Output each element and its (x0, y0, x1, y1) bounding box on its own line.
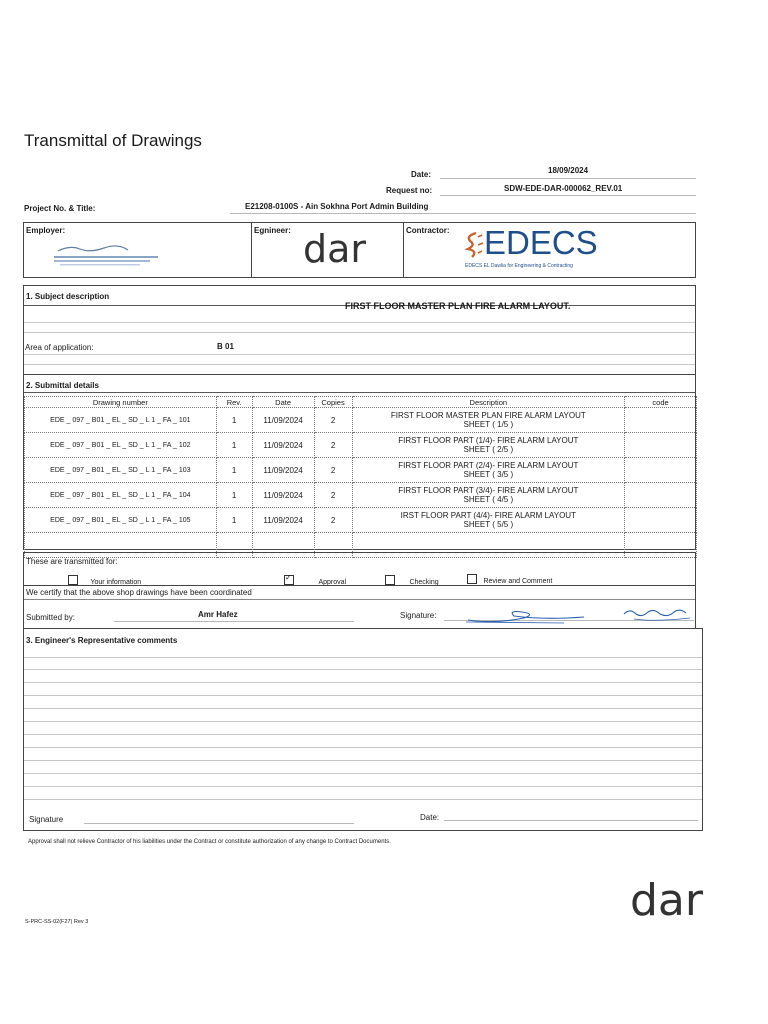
description-line: FIRST FLOOR PART (3/4)- FIRE ALARM LAYOUT (398, 486, 579, 495)
code (625, 508, 697, 533)
copies: 2 (314, 433, 352, 458)
section1-title: 1. Subject description (26, 292, 110, 301)
drawing-number: EDE _ 097 _ B01 _ EL _ SD _ L 1 _ FA _ 104 (25, 483, 217, 508)
project-label: Project No. & Title: (24, 204, 96, 213)
drawing-number: EDE _ 097 _ B01 _ EL _ SD _ L 1 _ FA _ 102 (25, 433, 217, 458)
contractor-logo: EDECS (484, 224, 598, 261)
table-row (25, 458, 697, 483)
signature-label: Signature: (400, 611, 437, 620)
area-label: Area of application: (25, 343, 94, 352)
date: 11/09/2024 (252, 508, 314, 533)
description-line: IRST FLOOR PART (4/4)- FIRE ALARM LAYOUT (400, 511, 576, 520)
submitted-label: Submitted by: (26, 613, 75, 622)
description (352, 408, 625, 433)
header-code: code (625, 397, 697, 408)
submittal-table (24, 396, 697, 558)
description-sheet: SHEET ( 3/5 ) (463, 470, 514, 479)
header-rev: Rev. (216, 397, 252, 408)
footer-logo: dar (630, 875, 703, 926)
checkbox-icon[interactable] (385, 575, 395, 585)
form-code: S-PRC-SS-02(F27) Rev 3 (25, 919, 89, 925)
area-value: B 01 (217, 342, 234, 351)
submittal-section (23, 374, 696, 550)
code (625, 408, 697, 433)
document-title: Transmittal of Drawings (24, 131, 202, 150)
submitted-value: Amr Hafez (198, 610, 238, 619)
date: 11/09/2024 (252, 433, 314, 458)
rev: 1 (216, 433, 252, 458)
project-value: E21208-0100S - Ain Sokhna Port Admin Building (245, 202, 429, 211)
section3-title: 3. Engineer's Representative comments (26, 636, 178, 645)
bottom-date-label: Date: (420, 813, 440, 822)
option-label: Checking (409, 579, 439, 586)
table-row (25, 483, 697, 508)
description-line: FIRST FLOOR PART (2/4)- FIRE ALARM LAYOUT (398, 461, 579, 470)
description-sheet: SHEET ( 5/5 ) (463, 520, 514, 529)
checkbox-icon[interactable] (68, 575, 78, 585)
employer-label: Employer: (26, 226, 66, 235)
section2-title: 2. Submittal details (26, 381, 99, 390)
code (625, 433, 697, 458)
date: 11/09/2024 (252, 483, 314, 508)
table-row (25, 433, 697, 458)
drawing-number: EDE _ 097 _ B01 _ EL _ SD _ L 1 _ FA _ 103 (25, 458, 217, 483)
checkbox-checked-icon[interactable] (284, 575, 294, 585)
rev: 1 (216, 483, 252, 508)
table-header-row (25, 397, 697, 408)
bottom-date-field (444, 807, 698, 821)
description-sheet: SHEET ( 4/5 ) (463, 495, 514, 504)
subject-value: FIRST FLOOR MASTER PLAN FIRE ALARM LAYOUT. (345, 301, 571, 311)
description-line: FIRST FLOOR MASTER PLAN FIRE ALARM LAYOUT (390, 411, 586, 420)
date: 11/09/2024 (252, 458, 314, 483)
copies: 2 (314, 508, 352, 533)
header-date: Date (252, 397, 314, 408)
copies: 2 (314, 483, 352, 508)
disclaimer: Approval shall not relieve Contractor of his liabilities under the Contract or constitute authorization of any change to Contract Documents. (28, 839, 391, 845)
certify-text: We certify that the above shop drawings have been coordinated (26, 588, 252, 597)
bottom-signature-field (84, 810, 354, 824)
employer-logo-icon (50, 243, 162, 269)
table-row (25, 508, 697, 533)
subject-section (23, 285, 696, 375)
request-field (440, 181, 696, 196)
drawing-number: EDE _ 097 _ B01 _ EL _ SD _ L 1 _ FA _ 105 (25, 508, 217, 533)
transmitted-for-section (23, 552, 696, 585)
description (352, 458, 625, 483)
transmitted-for-label: These are transmitted for: (26, 557, 118, 566)
description (352, 433, 625, 458)
comments-section (23, 628, 703, 831)
date-field (440, 164, 696, 179)
date-value: 18/09/2024 (548, 166, 589, 175)
header-description: Description (352, 397, 625, 408)
header-copies: Copies (314, 397, 352, 408)
contractor-label: Contractor: (406, 226, 450, 235)
bottom-signature-label: Signature (29, 815, 64, 824)
description (352, 508, 625, 533)
option-label: Review and Comment (483, 578, 553, 585)
copies: 2 (314, 408, 352, 433)
request-label: Request no: (386, 186, 433, 195)
engineer-label: Egnineer: (254, 226, 291, 235)
code (625, 483, 697, 508)
request-value: SDW-EDE-DAR-000062_REV.01 (504, 184, 623, 193)
table-row (25, 408, 697, 433)
certification-section (23, 585, 696, 628)
code (625, 458, 697, 483)
drawing-number: EDE _ 097 _ B01 _ EL _ SD _ L 1 _ FA _ 101 (25, 408, 217, 433)
copies: 2 (314, 458, 352, 483)
option-label: Your information (90, 579, 142, 586)
description-sheet: SHEET ( 2/5 ) (463, 445, 514, 454)
project-field (230, 199, 696, 214)
parties-box (23, 222, 696, 278)
option-label: Approval (318, 579, 347, 586)
checkbox-icon[interactable] (467, 574, 477, 584)
description-line: FIRST FLOOR PART (1/4)- FIRE ALARM LAYOUT (398, 436, 579, 445)
rev: 1 (216, 458, 252, 483)
description-sheet: SHEET ( 1/5 ) (463, 420, 514, 429)
header-drawing-number: Drawing number (25, 397, 217, 408)
submitted-field (114, 608, 354, 622)
date: 11/09/2024 (252, 408, 314, 433)
rev: 1 (216, 408, 252, 433)
edecs-mark-icon (464, 231, 484, 259)
engineer-logo: dar (303, 227, 367, 271)
date-label: Date: (411, 170, 432, 179)
description (352, 483, 625, 508)
handwritten-signature-icon (464, 604, 696, 630)
rev: 1 (216, 508, 252, 533)
contractor-tagline: EDECS EL Dawlia for Engineering & Contracting (465, 263, 573, 269)
